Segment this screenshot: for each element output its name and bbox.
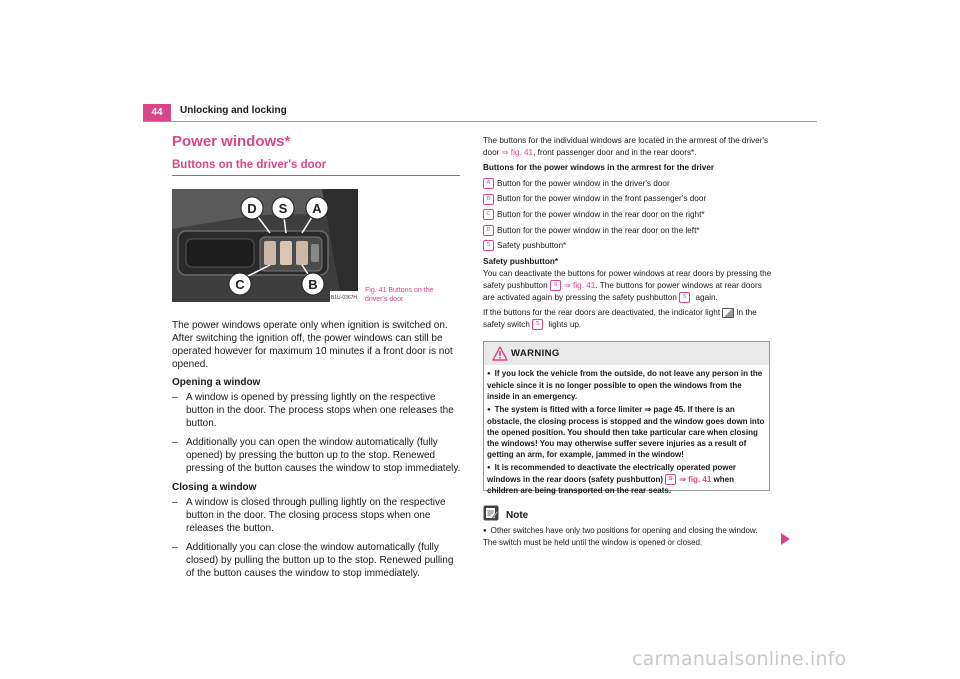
fig-41-link[interactable]: ⇒ fig. 41 [679,475,712,484]
figure-caption-line1: Fig. 41 Buttons on the [365,287,434,294]
figure-caption [365,286,465,304]
figure-label-b: B [308,277,318,292]
left-column [172,319,462,586]
safety-text-b: . The buttons for power windows at rear doors are activated again by pressing the safety pushbutton [483,280,762,302]
figure-code: B1U-0367H [330,295,358,301]
page-number: 44 [143,104,171,121]
key-s-icon: S [550,280,561,291]
button-item-label: Button for the power window in the front passenger's door [497,194,707,204]
key-s-icon: S [665,474,676,485]
key-c-icon: C [483,209,494,220]
button-item-label: Button for the power window in the rear door on the left* [497,225,700,235]
header-rule [143,121,817,122]
button-item-c [483,209,773,221]
note-text: ● Other switches have only two positions for opening and closing the window. The switch must be held until the window is opened or closed. [483,525,773,548]
figure-caption-line2: driver's door [365,296,404,303]
button-item-label: Button for the power window in the rear door on the right* [497,209,705,219]
safety-paragraph [483,268,773,303]
warning-header [484,342,769,365]
deactivated-text-a: If the buttons for the rear doors are deactivated, the indicator light [483,308,723,318]
right-intro-text-a: The buttons for the individual windows are located in the armrest of the driver's door [483,136,769,157]
button-item-a [483,178,773,190]
deactivated-text-c: lights up. [546,319,582,329]
key-s-icon: S [532,319,543,330]
right-intro-text-b: , front passenger door and in the rear doors*. [533,147,697,157]
button-item-label: Button for the power window in the driver's door [497,178,670,188]
warning-item-2: ● The system is fitted with a force limiter ⇒ page 45. If there is an obstacle, the closing process is stopped and the window goes down into the opened position. You should then take particular care when closing the windows! You may otherwise suffer severe injuries as a result of getting an arm, for example, jammed in the window! [487,404,767,460]
warning-triangle-icon [492,346,508,361]
warning-item-3-text-b: when children are being transported on the rear seats. [487,475,734,496]
button-item-b [483,193,773,205]
buttons-title: Buttons for the power windows in the armrest for the driver [483,163,715,173]
right-intro [483,135,773,158]
warning-item-3 [487,462,767,496]
note-pen-icon [483,505,499,521]
subsection-title: Buttons on the driver's door [172,159,327,171]
right-column [483,135,773,334]
running-head: Unlocking and locking [180,105,287,116]
next-page-arrow-icon[interactable] [781,533,790,545]
door-armrest-illustration [172,189,358,302]
safety-text-c: again. [693,292,718,302]
section-title: Power windows* [172,133,291,150]
key-d-icon: D [483,225,494,236]
button-item-s [483,240,773,252]
watermark: carmanualsonline.info [632,648,847,670]
key-s-icon: S [483,240,494,251]
button-item-label: Safety pushbutton* [497,241,567,251]
figure-label-s: S [278,201,288,216]
warning-item-3-text-a: It is recommended to deactivate the electrically operated power windows in the rear doors (safety pushbutton) [487,463,737,484]
door-buttons-figure [172,189,358,302]
opening-title: Opening a window [172,377,261,388]
deactivated-text-b: in the safety switch [483,308,757,329]
key-a-icon: A [483,178,494,189]
closing-step-1: – A window is closed through pulling lightly on the respective button in the door. The closing process stops when one releases the button. [172,496,462,535]
warning-title: WARNING [511,348,560,359]
safety-title: Safety pushbutton* [483,256,559,266]
figure-label-c: C [235,277,245,292]
fig-41-link[interactable]: ⇒ fig. 41 [501,147,534,157]
deactivated-paragraph [483,307,773,330]
safety-text-a: You can deactivate the buttons for power windows at rear doors by pressing the safety pushbutton [483,269,772,290]
warning-body [487,368,767,498]
fig-41-link[interactable]: ⇒ fig. 41 [563,280,596,290]
opening-step-2: – Additionally you can open the window automatically (fully opened) by pressing the button up to the stop. Renewed pressing of the button causes the window to stop immediately. [172,436,462,475]
figure-label-d: D [247,201,257,216]
indicator-light-icon [722,308,734,318]
subsection-rule [172,175,460,176]
figure-label-a: A [312,201,322,216]
closing-title: Closing a window [172,482,257,493]
intro-paragraph: The power windows operate only when ignition is switched on. After switching the ignition off, the power windows can still be operated however for maximum 10 minutes if a front door is not opened. [172,320,453,370]
key-b-icon: B [483,194,494,205]
closing-step-2: – Additionally you can close the window automatically (fully closed) by pulling the button up to the stop. Renewed pulling of the button causes the window to stop immediately. [172,541,462,580]
opening-step-1: – A window is opened by pressing lightly on the respective button in the door. The process stops when one releases the button. [172,391,462,430]
button-item-d [483,225,773,237]
warning-item-1: ● If you lock the vehicle from the outside, do not leave any person in the vehicle since it is no longer possible to open the windows from the inside in an emergency. [487,368,767,402]
warning-box [483,341,770,496]
key-s-icon: S [679,292,690,303]
note-title: Note [506,510,529,521]
